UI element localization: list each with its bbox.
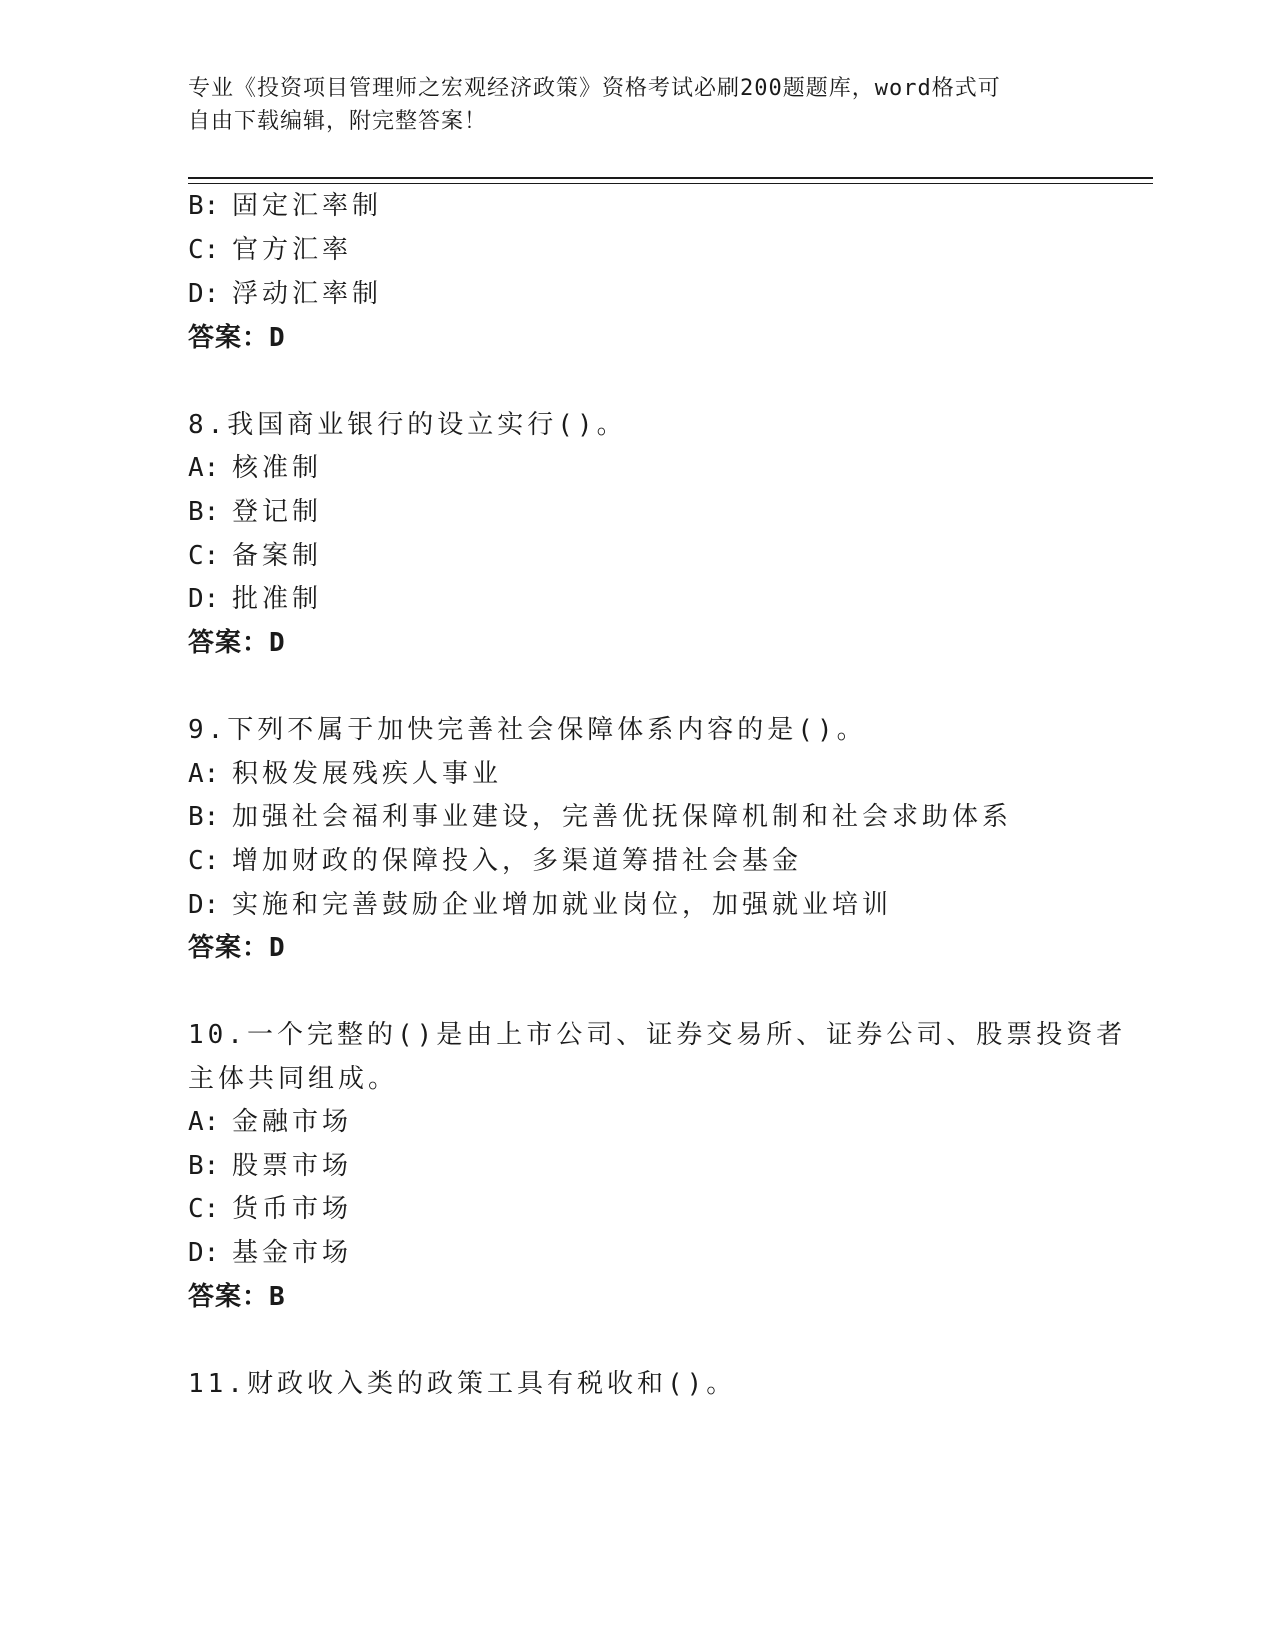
q7-option-c <box>188 234 352 266</box>
q8-answer: 答案：D <box>188 628 286 658</box>
option-key: D: <box>188 584 220 614</box>
header-divider-thick <box>188 177 1153 179</box>
option-key: A: <box>188 453 220 483</box>
q11-stem: 11.财政收入类的政策工具有税收和()。 <box>188 1369 737 1399</box>
document-header <box>188 72 1088 138</box>
q9-option-b <box>188 801 1012 833</box>
option-text: 增加财政的保障投入，多渠道筹措社会基金 <box>232 846 803 876</box>
option-key: C: <box>188 846 220 876</box>
q7-option-d <box>188 278 382 310</box>
q10-option-a <box>188 1106 352 1138</box>
option-text: 备案制 <box>232 541 323 571</box>
q8-stem: 8.我国商业银行的设立实行()。 <box>188 410 627 440</box>
q9-option-d <box>188 889 892 921</box>
q9-option-a <box>188 758 502 790</box>
option-text: 固定汇率制 <box>232 191 383 221</box>
q10-stem-line-2: 主体共同组成。 <box>188 1064 399 1094</box>
option-text: 积极发展残疾人事业 <box>232 759 503 789</box>
option-text: 核准制 <box>232 453 323 483</box>
option-key: B: <box>188 191 220 221</box>
option-key: C: <box>188 235 220 265</box>
option-text: 批准制 <box>232 584 323 614</box>
option-key: B: <box>188 1151 220 1181</box>
q9-option-c <box>188 845 802 877</box>
q9-answer: 答案：D <box>188 933 286 963</box>
option-text: 股票市场 <box>232 1151 353 1181</box>
option-key: B: <box>188 802 220 832</box>
header-divider-thin <box>188 183 1153 184</box>
option-text: 登记制 <box>232 497 323 527</box>
q10-option-b <box>188 1150 352 1182</box>
option-key: C: <box>188 541 220 571</box>
option-text: 官方汇率 <box>232 235 353 265</box>
q10-answer: 答案：B <box>188 1282 286 1312</box>
option-key: D: <box>188 1238 220 1268</box>
option-text: 加强社会福利事业建设，完善优抚保障机制和社会求助体系 <box>232 802 1013 832</box>
option-key: A: <box>188 1107 220 1137</box>
q10-stem-line-1: 10.一个完整的()是由上市公司、证券交易所、证券公司、股票投资者 <box>188 1020 1127 1050</box>
option-key: D: <box>188 890 220 920</box>
option-key: D: <box>188 279 220 309</box>
q8-option-a <box>188 452 322 484</box>
option-text: 实施和完善鼓励企业增加就业岗位，加强就业培训 <box>232 890 893 920</box>
q7-answer: 答案：D <box>188 323 286 353</box>
q8-option-d <box>188 583 322 615</box>
q8-option-c <box>188 540 322 572</box>
q8-option-b <box>188 496 322 528</box>
header-line-1: 专业《投资项目管理师之宏观经济政策》资格考试必刷200题题库，word格式可 <box>188 76 1001 101</box>
q7-option-b <box>188 190 382 222</box>
header-line-2: 自由下载编辑，附完整答案！ <box>188 109 488 134</box>
option-text: 浮动汇率制 <box>232 279 383 309</box>
q10-option-d <box>188 1237 352 1269</box>
q10-option-c <box>188 1193 352 1225</box>
option-text: 货币市场 <box>232 1194 353 1224</box>
option-text: 金融市场 <box>232 1107 353 1137</box>
option-key: A: <box>188 759 220 789</box>
option-key: B: <box>188 497 220 527</box>
option-key: C: <box>188 1194 220 1224</box>
option-text: 基金市场 <box>232 1238 353 1268</box>
q9-stem: 9.下列不属于加快完善社会保障体系内容的是()。 <box>188 715 867 745</box>
